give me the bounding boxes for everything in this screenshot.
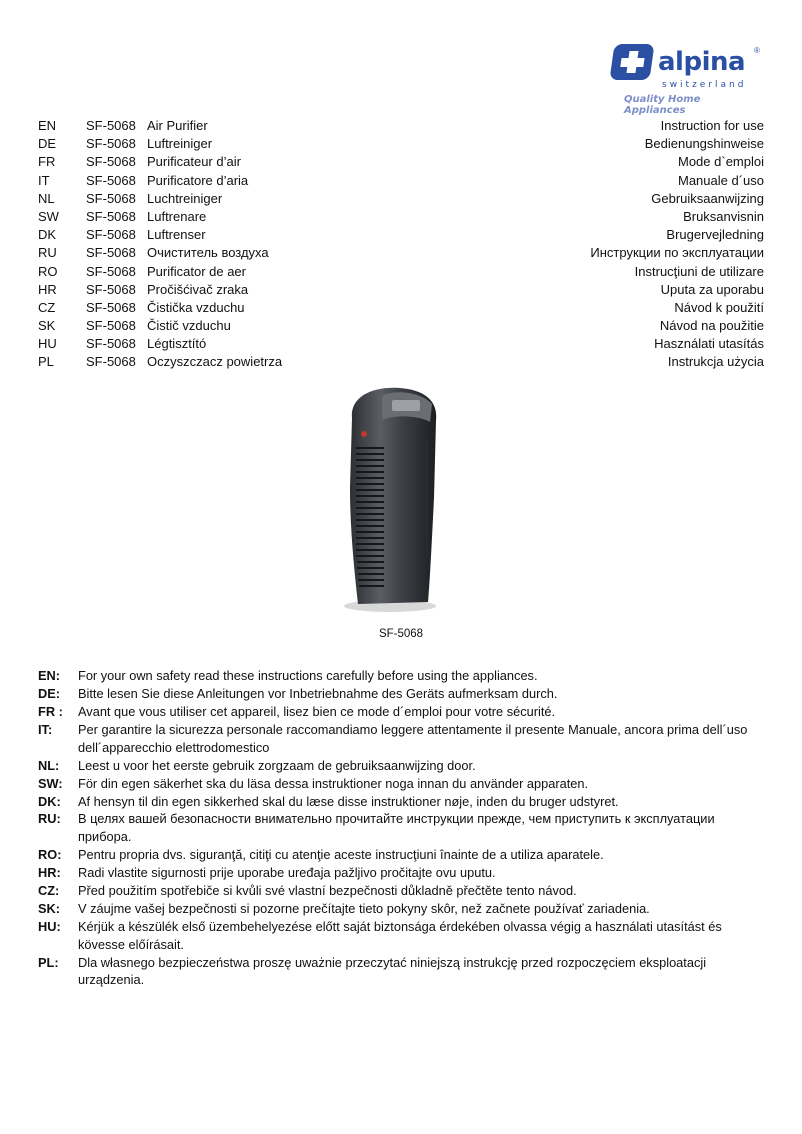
safety-lang-label: NL:	[38, 757, 60, 773]
product-name: Luftrenser	[147, 227, 206, 243]
safety-item	[38, 703, 768, 721]
language-code: IT	[38, 172, 50, 188]
safety-lang-label: DE:	[38, 685, 61, 701]
safety-text: Af hensyn til din egen sikkerhed skal du læse disse instruktioner nøje, inden du bruger udstyret.	[78, 793, 619, 809]
language-row	[38, 172, 764, 190]
language-code: PL	[38, 354, 54, 370]
language-row	[38, 335, 764, 353]
safety-notices	[38, 667, 768, 989]
manual-title: Инструкции по эксплуатации	[590, 245, 764, 261]
product-name: Pročišćivač zraka	[147, 281, 249, 297]
model-number: SF-5068	[86, 154, 136, 170]
safety-lang-label: DK:	[38, 793, 61, 809]
safety-item	[38, 810, 768, 845]
safety-item	[38, 900, 768, 918]
language-row	[38, 244, 764, 262]
product-name: Purificateur d’air	[147, 154, 241, 170]
model-number: SF-5068	[86, 263, 136, 279]
language-row	[38, 190, 764, 208]
model-number: SF-5068	[86, 136, 136, 152]
safety-lang-label: IT:	[38, 721, 53, 737]
safety-item	[38, 721, 768, 756]
language-code: SW	[38, 208, 59, 224]
language-code: FR	[38, 154, 56, 170]
model-number: SF-5068	[86, 245, 136, 261]
product-name: Čistič vzduchu	[147, 318, 231, 334]
language-code: HU	[38, 336, 57, 352]
model-number: SF-5068	[86, 318, 136, 334]
manual-title: Mode d`emploi	[678, 154, 764, 170]
safety-lang-label: RO:	[38, 847, 62, 863]
model-number: SF-5068	[86, 190, 136, 206]
language-row	[38, 281, 764, 299]
safety-text: Per garantire la sicurezza personale raccomandiamo leggere attentamente il presente Manuale, ancora prima dell´uso dell´apparecchio elettrodomestico	[78, 721, 748, 755]
safety-item	[38, 775, 768, 793]
safety-text: Avant que vous utiliser cet appareil, lisez bien ce mode d´emploi pour votre sécurité.	[78, 703, 556, 719]
manual-title: Manuale d´uso	[678, 172, 764, 188]
manual-title: Instrukcja użycia	[667, 354, 764, 370]
product-name: Čistička vzduchu	[147, 299, 245, 315]
model-number: SF-5068	[86, 281, 136, 297]
swiss-cross-icon	[609, 44, 654, 80]
language-row	[38, 317, 764, 335]
safety-lang-label: SK:	[38, 901, 61, 917]
manual-title: Gebruiksaanwijzing	[651, 190, 764, 206]
language-code: HR	[38, 281, 57, 297]
product-name: Air Purifier	[147, 118, 208, 133]
language-row	[38, 226, 764, 244]
product-name: Luchtreiniger	[147, 190, 223, 206]
safety-text: Dla własnego bezpieczeństwa proszę uważnie przeczytać niniejszą instrukcję przed rozpoczęciem eksploatacji urządzenia.	[78, 954, 707, 988]
image-caption: SF-5068	[378, 628, 424, 640]
language-index	[38, 117, 764, 372]
language-row	[38, 153, 764, 171]
safety-text: Před použitím spotřebiče si kvůli své vlastní bezpečnosti důkladně přečtěte tento návod.	[78, 883, 577, 899]
safety-item	[38, 757, 768, 775]
language-code: NL	[38, 190, 55, 206]
product-name: Purificator de aer	[147, 263, 246, 279]
logo-brand: alpina	[658, 47, 746, 77]
safety-item	[38, 864, 768, 882]
language-row	[38, 263, 764, 281]
safety-text: Kérjük a készülék első üzembehelyezése előtt saját biztonsága érdekében olvassa végig a használati utasítást és kövesse előírásait.	[78, 919, 722, 952]
air-purifier-product-image	[330, 378, 450, 618]
language-code: SK	[38, 318, 56, 334]
manual-title: Návod na použitie	[659, 318, 764, 334]
manual-title: Návod k použití	[674, 299, 764, 315]
safety-item	[38, 846, 768, 864]
product-name: Очиститель воздуха	[147, 245, 269, 261]
safety-item	[38, 685, 768, 703]
model-number: SF-5068	[86, 354, 136, 370]
model-number: SF-5068	[86, 118, 136, 133]
safety-text: Leest u voor het eerste gebruik zorgzaam de gebruiksaanwijzing door.	[78, 757, 476, 773]
product-name: Luftrenare	[147, 208, 207, 224]
logo-subtitle: switzerland	[662, 80, 747, 90]
safety-lang-label: FR :	[38, 703, 63, 719]
manual-title: Bedienungshinweise	[644, 136, 764, 152]
manual-title: Brugervejledning	[666, 227, 764, 243]
language-code: DE	[38, 136, 57, 152]
product-name: Purificatore d’aria	[147, 172, 249, 188]
language-code: CZ	[38, 299, 56, 315]
safety-text: For your own safety read these instructions carefully before using the appliances.	[78, 668, 538, 683]
language-row	[38, 135, 764, 153]
safety-lang-label: SW:	[38, 775, 63, 791]
model-number: SF-5068	[86, 336, 136, 352]
safety-text: Bitte lesen Sie diese Anleitungen vor Inbetriebnahme des Geräts aufmerksam durch.	[78, 685, 558, 701]
safety-text: Pentru propria dvs. siguranţă, citiţi cu atenţie aceste instrucţiuni înainte de a utiliza aparatele.	[78, 847, 604, 863]
manual-title: Uputa za uporabu	[660, 281, 764, 297]
language-row	[38, 299, 764, 317]
safety-item	[38, 882, 768, 900]
safety-lang-label: PL:	[38, 954, 59, 970]
manual-title: Instruction for use	[660, 118, 764, 133]
safety-lang-label: HU:	[38, 919, 61, 934]
safety-text: Radi vlastite sigurnosti prije uporabe uređaja pažljivo pročitajte ovu uputu.	[78, 865, 496, 881]
model-number: SF-5068	[86, 208, 136, 224]
model-number: SF-5068	[86, 172, 136, 188]
manual-title: Instrucţiuni de utilizare	[634, 263, 764, 279]
language-row	[38, 353, 764, 371]
safety-text: För din egen säkerhet ska du läsa dessa instruktioner noga innan du använder apparaten.	[78, 775, 589, 791]
safety-text: В целях вашей безопасности внимательно прочитайте инструкции прежде, чем приступить к эксплуатации прибора.	[78, 811, 715, 845]
logo-registered-mark: ®	[754, 46, 760, 55]
safety-text: V záujme vašej bezpečnosti si pozorne prečítajte tieto pokyny skôr, než začnete používať zariadenia.	[78, 901, 650, 917]
safety-lang-label: CZ:	[38, 883, 60, 899]
safety-item	[38, 918, 768, 953]
product-name: Légtisztító	[147, 336, 207, 352]
language-row	[38, 208, 764, 226]
logo-tagline: Quality Home Appliances	[624, 94, 701, 116]
model-number: SF-5068	[86, 299, 136, 315]
language-code: RO	[38, 263, 58, 279]
manual-title: Bruksanvisnin	[683, 208, 764, 224]
safety-lang-label: HR:	[38, 865, 61, 881]
manual-title: Használati utasítás	[654, 336, 764, 352]
safety-item	[38, 667, 768, 685]
safety-lang-label: EN:	[38, 668, 61, 683]
safety-lang-label: RU:	[38, 811, 61, 827]
language-code: RU	[38, 245, 57, 261]
language-code: EN	[38, 118, 57, 133]
model-number: SF-5068	[86, 227, 136, 243]
alpina-logo	[612, 42, 762, 114]
language-row	[38, 117, 764, 135]
safety-item	[38, 954, 768, 989]
product-name: Luftreiniger	[147, 136, 213, 152]
product-name: Oczyszczacz powietrza	[147, 354, 283, 370]
language-code: DK	[38, 227, 57, 243]
safety-item	[38, 793, 768, 811]
